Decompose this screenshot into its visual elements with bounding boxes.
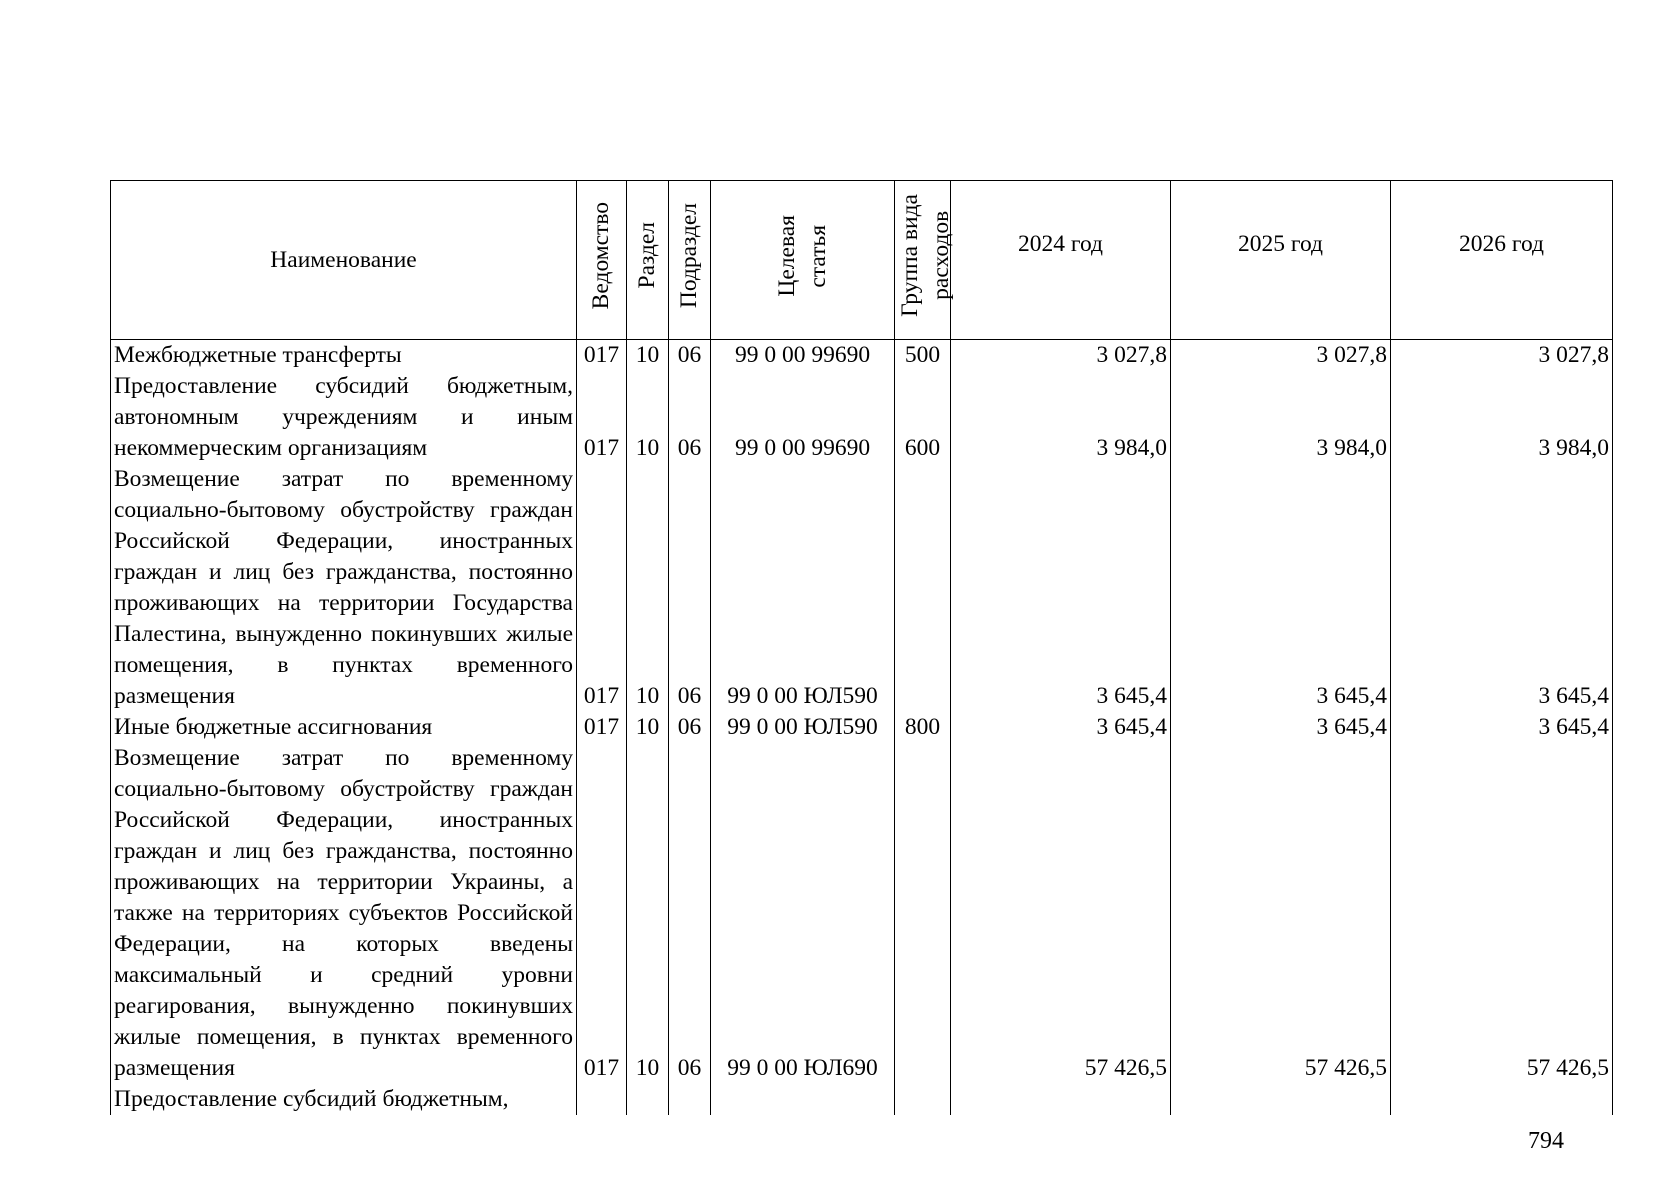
header-celevaya-statya-text [772, 215, 834, 297]
row-amount-2025: 3 027,8 [1171, 340, 1391, 372]
header-celevaya-line1: Целевая [773, 214, 800, 297]
row-amount-2024: 3 645,4 [951, 464, 1171, 712]
row-razdel: 10 [627, 371, 669, 464]
row-amount-2026: 3 984,0 [1391, 371, 1613, 464]
header-vedomstvo-text: Ведомство [588, 201, 614, 310]
row-amount-2026: 57 426,5 [1391, 743, 1613, 1084]
header-gruppa-text [895, 194, 957, 317]
table-row [111, 340, 1613, 372]
row-podrazdel: 06 [669, 712, 711, 743]
row-amount-2024: 57 426,5 [951, 743, 1171, 1084]
header-gruppa-line2: расходов [928, 210, 954, 301]
table-header-row [111, 181, 1613, 340]
row-amount-2025: 3 645,4 [1171, 464, 1391, 712]
row-name: Предоставление субсидий бюджетным, [111, 1084, 577, 1115]
header-podrazdel [669, 181, 711, 340]
header-gruppa-line1: Группа вида [897, 194, 923, 317]
row-celevaya-statya: 99 0 00 ЮЛ690 [711, 743, 895, 1084]
row-celevaya-statya: 99 0 00 ЮЛ590 [711, 712, 895, 743]
row-amount-2025: 57 426,5 [1171, 743, 1391, 1084]
header-year-2025 [1171, 181, 1391, 340]
row-vedomstvo: 017 [577, 340, 627, 372]
row-name: Возмещение затрат по временному социально-бытовому обустройству граждан Российской Федерации, иностранных граждан и лиц без гражданства, постоянно проживающих на территории Государства Палестина, вынужденно покинувших жилые помещения, в пунктах временного размещения [111, 464, 577, 712]
row-vid-rashodov [895, 743, 951, 1084]
row-vid-rashodov: 600 [895, 371, 951, 464]
header-razdel-text: Раздел [634, 222, 660, 289]
row-vid-rashodov: 800 [895, 712, 951, 743]
row-vedomstvo: 017 [577, 371, 627, 464]
row-razdel: 10 [627, 340, 669, 372]
row-razdel: 10 [627, 464, 669, 712]
table-row [111, 464, 1613, 712]
row-amount-2024: 3 027,8 [951, 340, 1171, 372]
row-celevaya-statya: 99 0 00 99690 [711, 371, 895, 464]
row-vid-rashodov: 500 [895, 340, 951, 372]
header-podrazdel-text: Подраздел [676, 202, 702, 309]
row-name: Предоставление субсидий бюджетным, автономным учреждениям и иным некоммерческим организациям [111, 371, 577, 464]
row-amount-2026: 3 027,8 [1391, 340, 1613, 372]
header-year-2024 [951, 181, 1171, 340]
row-amount-2024: 3 984,0 [951, 371, 1171, 464]
row-razdel: 10 [627, 743, 669, 1084]
header-razdel [627, 181, 669, 340]
row-name: Иные бюджетные ассигнования [111, 712, 577, 743]
header-year-2024-text: 2024 год [1018, 231, 1103, 257]
row-celevaya-statya: 99 0 00 ЮЛ590 [711, 464, 895, 712]
budget-table [110, 180, 1613, 1115]
row-vid-rashodov [895, 464, 951, 712]
row-podrazdel: 06 [669, 371, 711, 464]
row-amount-2025: 3 645,4 [1171, 712, 1391, 743]
row-name: Возмещение затрат по временному социально-бытовому обустройству граждан Российской Федерации, иностранных граждан и лиц без гражданства, постоянно проживающих на территории Украины, а также на территориях субъектов Российской Федерации, на которых введены максимальный и средний уровни реагирования, вынужденно покинувших жилые помещения, в пунктах временного размещения [111, 743, 577, 1084]
table-row-continued [111, 1084, 1613, 1115]
header-name [111, 181, 577, 340]
row-amount-2026: 3 645,4 [1391, 464, 1613, 712]
table-row [111, 743, 1613, 1084]
row-amount-2026: 3 645,4 [1391, 712, 1613, 743]
row-name: Межбюджетные трансферты [111, 340, 577, 372]
header-year-2026 [1391, 181, 1613, 340]
header-name-text: Наименование [270, 246, 417, 273]
row-vedomstvo: 017 [577, 464, 627, 712]
header-gruppa-vida-rashodov [895, 181, 954, 340]
table-row [111, 371, 1613, 464]
row-vedomstvo: 017 [577, 712, 627, 743]
header-celevaya-line2: статья [804, 224, 831, 287]
row-podrazdel: 06 [669, 743, 711, 1084]
header-celevaya-statya [711, 181, 895, 340]
header-vedomstvo [577, 181, 627, 340]
header-year-2025-text: 2025 год [1238, 231, 1323, 257]
row-amount-2025: 3 984,0 [1171, 371, 1391, 464]
page-number: 794 [1528, 1128, 1564, 1154]
row-podrazdel: 06 [669, 464, 711, 712]
row-podrazdel: 06 [669, 340, 711, 372]
row-razdel: 10 [627, 712, 669, 743]
row-vedomstvo: 017 [577, 743, 627, 1084]
table-row [111, 712, 1613, 743]
header-year-2026-text: 2026 год [1459, 231, 1544, 257]
row-amount-2024: 3 645,4 [951, 712, 1171, 743]
row-celevaya-statya: 99 0 00 99690 [711, 340, 895, 372]
